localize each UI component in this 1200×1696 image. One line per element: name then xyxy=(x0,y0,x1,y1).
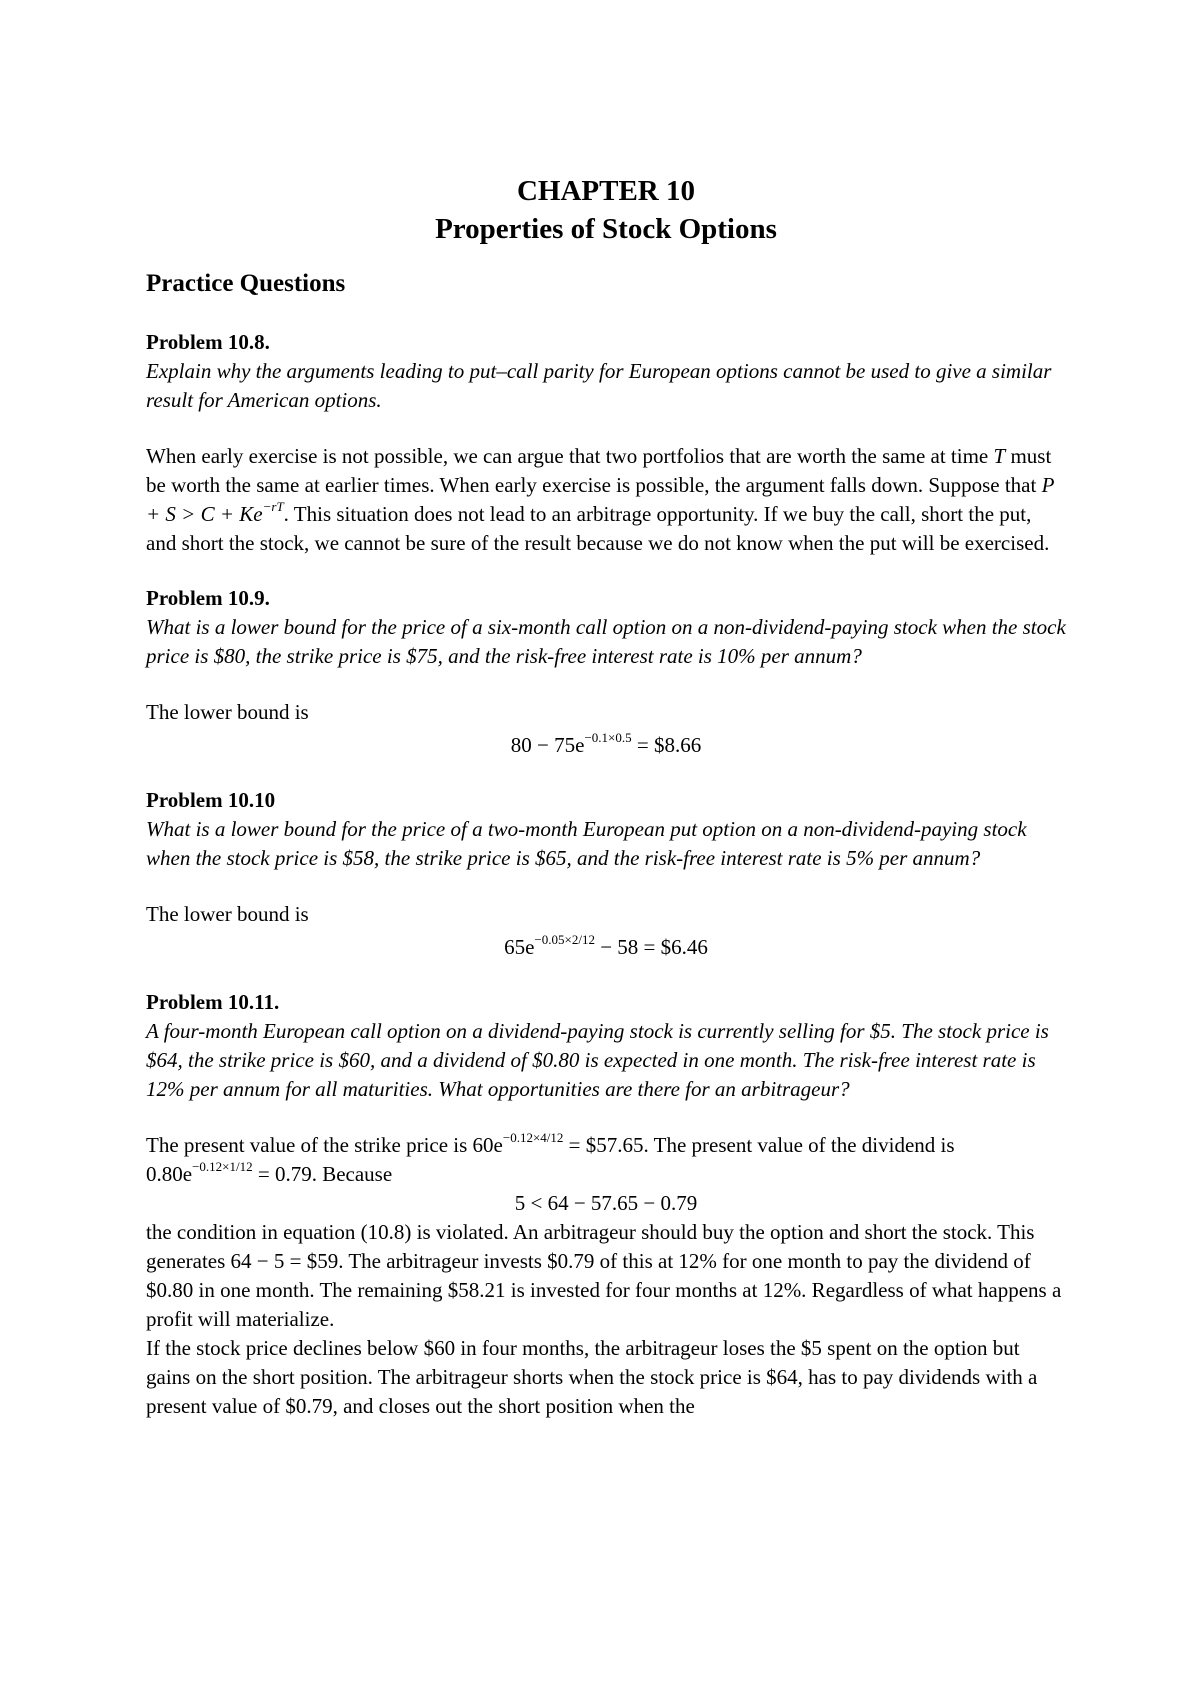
problem-10-11-answer xyxy=(146,1131,1066,1421)
answer-text: . The present value of the dividend is xyxy=(643,1133,955,1157)
equation-result: − 58 = $6.46 xyxy=(594,935,708,959)
math-inequality: P + S > C + Ke xyxy=(146,473,1055,526)
equation-result: = 0.79 xyxy=(252,1162,312,1186)
equation-result: = $57.65 xyxy=(563,1133,644,1157)
problem-10-8-question xyxy=(146,357,1066,415)
equation-exponent: −0.12×1/12 xyxy=(192,1159,253,1174)
chapter-number: CHAPTER 10 xyxy=(516,175,696,207)
inequality: 5 < 64 − 57.65 − 0.79 xyxy=(514,1191,698,1215)
equation-base: 0.80e xyxy=(146,1162,193,1186)
equation-result: = $8.66 xyxy=(631,733,702,757)
answer-text: . This situation does not lead to an arbitrage opportunity. If we buy the call, short the put, and short the stock, we cannot be sure of the result because we do not know when the put will be exercised. xyxy=(146,502,1050,555)
question-text: What is a lower bound for the price of a two-month European put option on a non-dividend-paying stock when the stock price is $58, the strike price is $65, and the risk-free interest rate is 5% per annum? xyxy=(146,817,1027,870)
answer-paragraph xyxy=(146,1131,1066,1189)
problem-10-9-question xyxy=(146,613,1066,671)
page-content xyxy=(146,172,1066,1421)
section-heading: Practice Questions xyxy=(146,270,346,297)
problem-10-8-answer xyxy=(146,442,1066,558)
equation-base: 80 − 75e xyxy=(510,733,585,757)
problem-10-10-answer xyxy=(146,900,1066,962)
answer-paragraph: If the stock price declines below $60 in four months, the arbitrageur loses the $5 spent on the option but gains on the short position. The arbitrageur shorts when the stock price is $64, has to pay dividends with a present value of $0.79, and closes out the short position when the xyxy=(146,1336,1038,1418)
equation xyxy=(146,731,1066,760)
equation xyxy=(146,933,1066,962)
question-text: A four-month European call option on a dividend-paying stock is currently selling for $5. The stock price is $64, the strike price is $60, and a dividend of $0.80 is expected in one month. The risk-free interest rate is 12% per annum for all maturities. What opportunities are there for an arbitrageur? xyxy=(146,1019,1049,1101)
problem-10-9-title: Problem 10.9. xyxy=(146,586,270,610)
answer-paragraph xyxy=(146,442,1066,558)
problem-10-11-question xyxy=(146,1017,1066,1104)
equation-base: 65e xyxy=(504,935,535,959)
problem-10-11-title: Problem 10.11. xyxy=(146,990,280,1014)
answer-intro: The lower bound is xyxy=(146,902,309,926)
problem-10-10-title: Problem 10.10 xyxy=(146,788,276,812)
answer-intro: The lower bound is xyxy=(146,700,309,724)
answer-paragraph: the condition in equation (10.8) is violated. An arbitrageur should buy the option and short the stock. This generates 64 − 5 = $59. The arbitrageur invests $0.79 of this at 12% for one month to pay the dividend of $0.80 in one month. The remaining $58.21 is invested for four months at 12%. Regardless of what happens a profit will materialize. xyxy=(146,1220,1062,1331)
problem-10-8-title: Problem 10.8. xyxy=(146,330,270,354)
question-text: Explain why the arguments leading to put–call parity for European options cannot be used to give a similar result for American options. xyxy=(146,359,1052,412)
math-exponent: −rT xyxy=(262,499,284,514)
equation-exponent: −0.12×4/12 xyxy=(502,1130,564,1145)
answer-text: The present value of the strike price is xyxy=(146,1133,468,1157)
equation-base: 60e xyxy=(472,1133,503,1157)
chapter-title: Properties of Stock Options xyxy=(435,213,777,245)
problem-10-9-answer xyxy=(146,698,1066,760)
answer-text: When early exercise is not possible, we can argue that two portfolios that are worth the same at time xyxy=(146,444,989,468)
question-text: What is a lower bound for the price of a six-month call option on a non-dividend-paying stock when the stock price is $80, the strike price is $75, and the risk-free interest rate is 10% per annum? xyxy=(146,615,1066,668)
answer-text: must be worth the same at earlier times. When early exercise is possible, the argument falls down. Suppose that xyxy=(146,444,1052,497)
answer-text: . Because xyxy=(311,1162,393,1186)
equation-exponent: −0.1×0.5 xyxy=(584,730,632,745)
equation-exponent: −0.05×2/12 xyxy=(534,932,595,947)
problem-10-10-question xyxy=(146,815,1066,873)
math-variable-t: T xyxy=(993,444,1006,468)
